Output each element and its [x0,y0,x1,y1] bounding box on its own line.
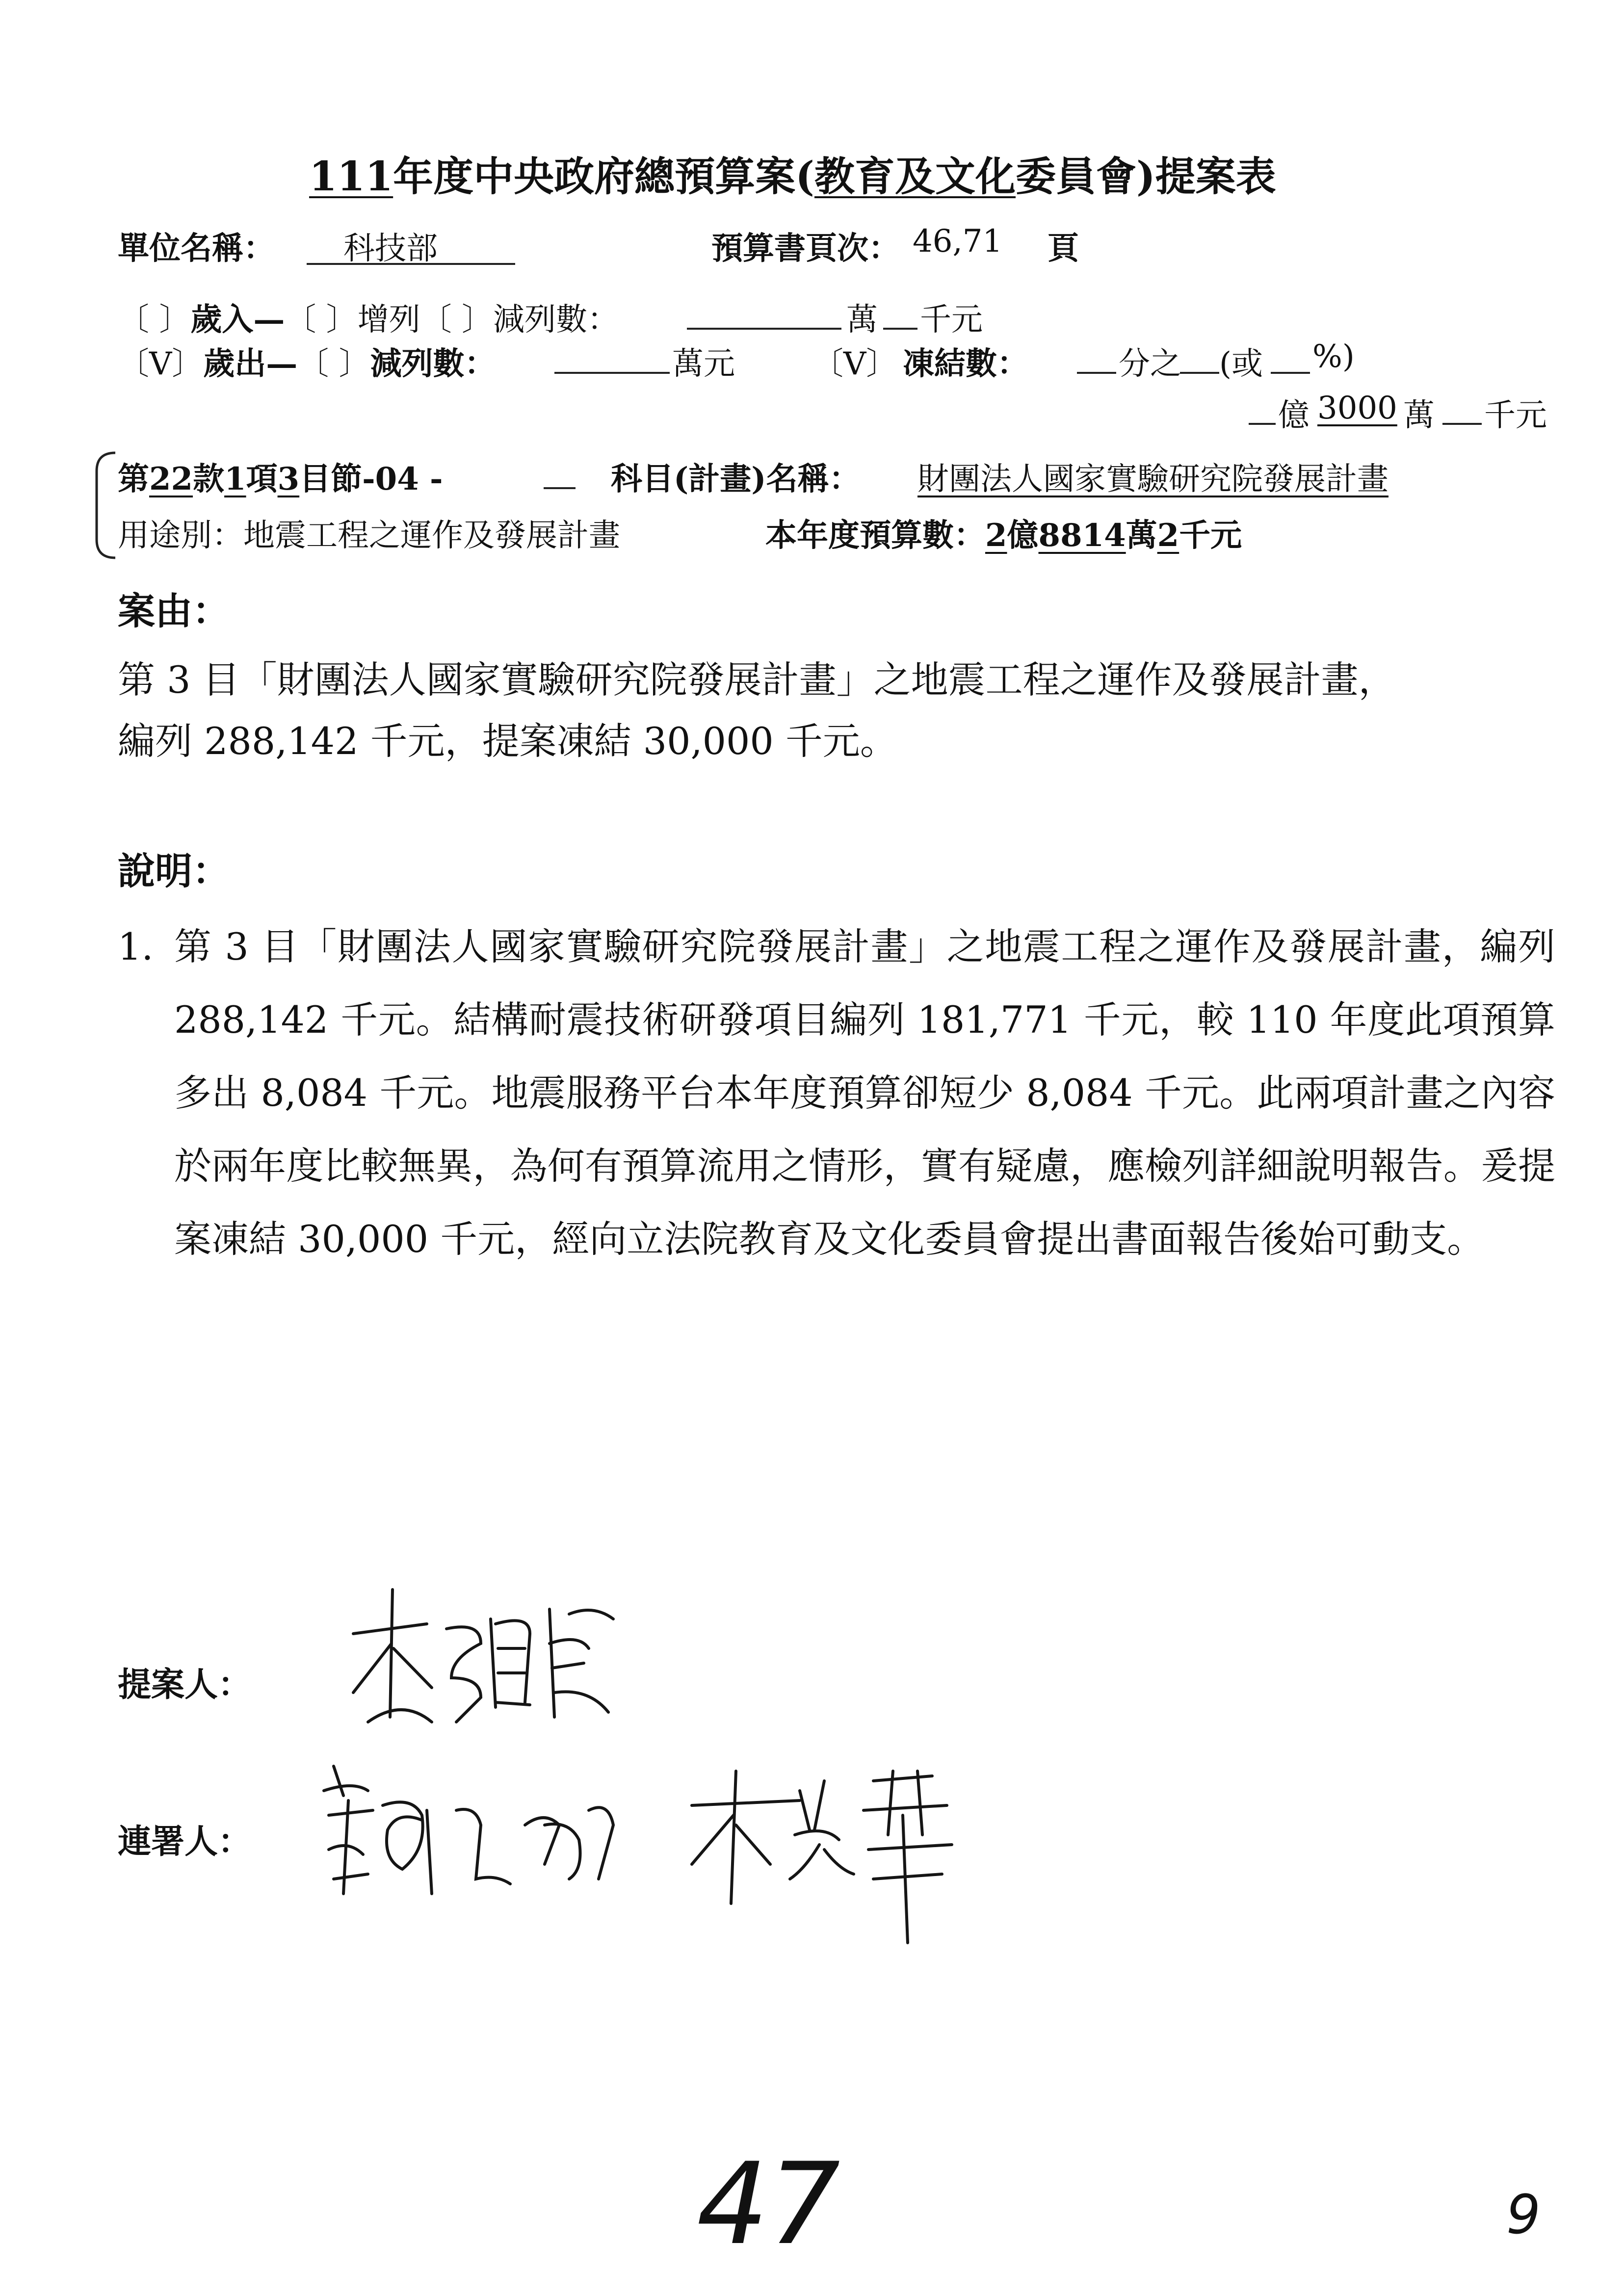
annual-wan: 8814 [1038,517,1126,554]
unit-underline [307,263,515,265]
annual-label: 本年度預算數： [765,517,985,554]
title-committee: 教育及文化 [814,153,1016,200]
item-kuan-label: 款 [193,461,225,497]
or-open: (或 [1219,346,1263,382]
freeze-label: 凍結數： [903,345,1028,382]
increase-label: 增列 [357,302,420,338]
expenditure-checkbox: 〔V〕 [118,346,204,382]
section-bracket [86,449,120,562]
freeze-wan-value: 3000 [1317,390,1397,426]
annual-yi-unit: 億 [1007,517,1039,554]
item-kuan: 22 [149,461,193,497]
cosigner-label: 連署人： [118,1822,252,1861]
annual-wan-unit: 萬 [1126,517,1157,554]
expenditure-decrease-label: 減列數： [370,345,496,382]
corner-number: 9 [1506,2183,1541,2246]
purpose-label: 用途別： [118,518,243,554]
expenditure-label: 歲出— [203,345,298,382]
freeze-wan-unit: 萬 [1403,397,1435,434]
annual-yi: 2 [985,517,1007,554]
revenue-blank-2 [883,328,917,330]
expenditure-unit: 萬元 [672,346,735,382]
item-mu: 3 [277,461,300,497]
item-prefix: 第 [118,461,149,497]
explanation-heading: 說明： [118,849,230,893]
freeze-qian-blank [1442,423,1482,425]
subject-label: 科目(計畫)名稱： [611,461,861,497]
decrease-checkbox: 〔 〕 [420,302,494,338]
cosigner-signatures [314,1751,1001,1948]
revenue-label: 歲入— [190,301,285,338]
explanation-item-text: 第 3 目「財團法人國家實驗研究院發展計畫」之地震工程之運作及發展計畫，編列 288,142 千元。結構耐震技術研發項目編列 181,771 千元，較 110 年度此項預算多出 8,084 千元。地震服務平台本年度預算卻短少 8,084 千元。此兩項計畫之內容於兩年度比較無異，為何有預算流用之情形，實有疑慮，應檢列詳細說明報告。爰提案凍結 30,000 千元，經向立法院教育及文化委員會提出書面報告後始可動支。 [174,925,1555,1261]
expenditure-line [118,339,496,384]
proposer-label: 提案人： [118,1665,252,1704]
title-main: 年度中央政府總預算案( [393,153,814,200]
revenue-line [118,294,619,339]
budget-page-value: 46,71 [913,223,1003,260]
purpose-line [118,510,620,555]
revenue-unit-qian: 千元 [920,302,983,338]
budget-page-suffix: 頁 [1048,230,1079,267]
budget-page-label: 預算書頁次： [711,230,900,267]
explanation-item [118,910,1555,1276]
expenditure-decrease-checkbox: 〔 〕 [297,346,370,382]
item-blank [544,487,576,489]
percent-close: %) [1312,339,1355,375]
fraction-blank-2 [1180,372,1219,374]
revenue-checkbox: 〔 〕 [118,302,191,338]
revenue-unit-wan: 萬 [846,302,878,338]
handwritten-page-number: 47 [697,2139,840,2270]
decrease-label: 減列數： [493,302,619,338]
title-year: 111 [309,153,393,200]
explanation-item-number: 1. [118,925,154,968]
fraction-blank-1 [1077,372,1116,374]
item-line [118,454,443,499]
expenditure-blank [554,372,670,374]
freeze-yi-blank [1249,423,1276,425]
reason-line-1: 第 3 目「財團法人國家實驗研究院發展計畫」之地震工程之運作及發展計畫， [118,658,1396,702]
item-mu-label: 目節-04 - [299,461,443,497]
purpose-value: 地震工程之運作及發展計畫 [243,518,620,554]
revenue-blank-1 [687,328,841,330]
proposer-signature [334,1575,638,1737]
title-tail: 委員會)提案表 [1016,153,1276,200]
annual-budget [765,510,1242,555]
item-xiang-label: 項 [246,461,278,497]
annual-qian-unit: 千元 [1179,517,1242,554]
subject-value: 財團法人國家實驗研究院發展計畫 [917,461,1388,497]
reason-heading: 案由： [118,589,230,633]
unit-label: 單位名稱： [118,230,275,267]
annual-qian: 2 [1157,517,1179,554]
document-title [309,145,1276,202]
freeze-yi-unit: 億 [1278,397,1310,434]
item-xiang: 1 [224,461,246,497]
percent-blank [1271,372,1310,374]
increase-checkbox: 〔 〕 [285,302,358,338]
freeze-checkbox: 〔V〕 [812,346,898,382]
reason-line-2: 編列 288,142 千元，提案凍結 30,000 千元。 [118,719,897,763]
unit-value: 科技部 [343,231,438,267]
fraction-label: 分之 [1119,346,1181,382]
freeze-qian-unit: 千元 [1484,397,1547,434]
